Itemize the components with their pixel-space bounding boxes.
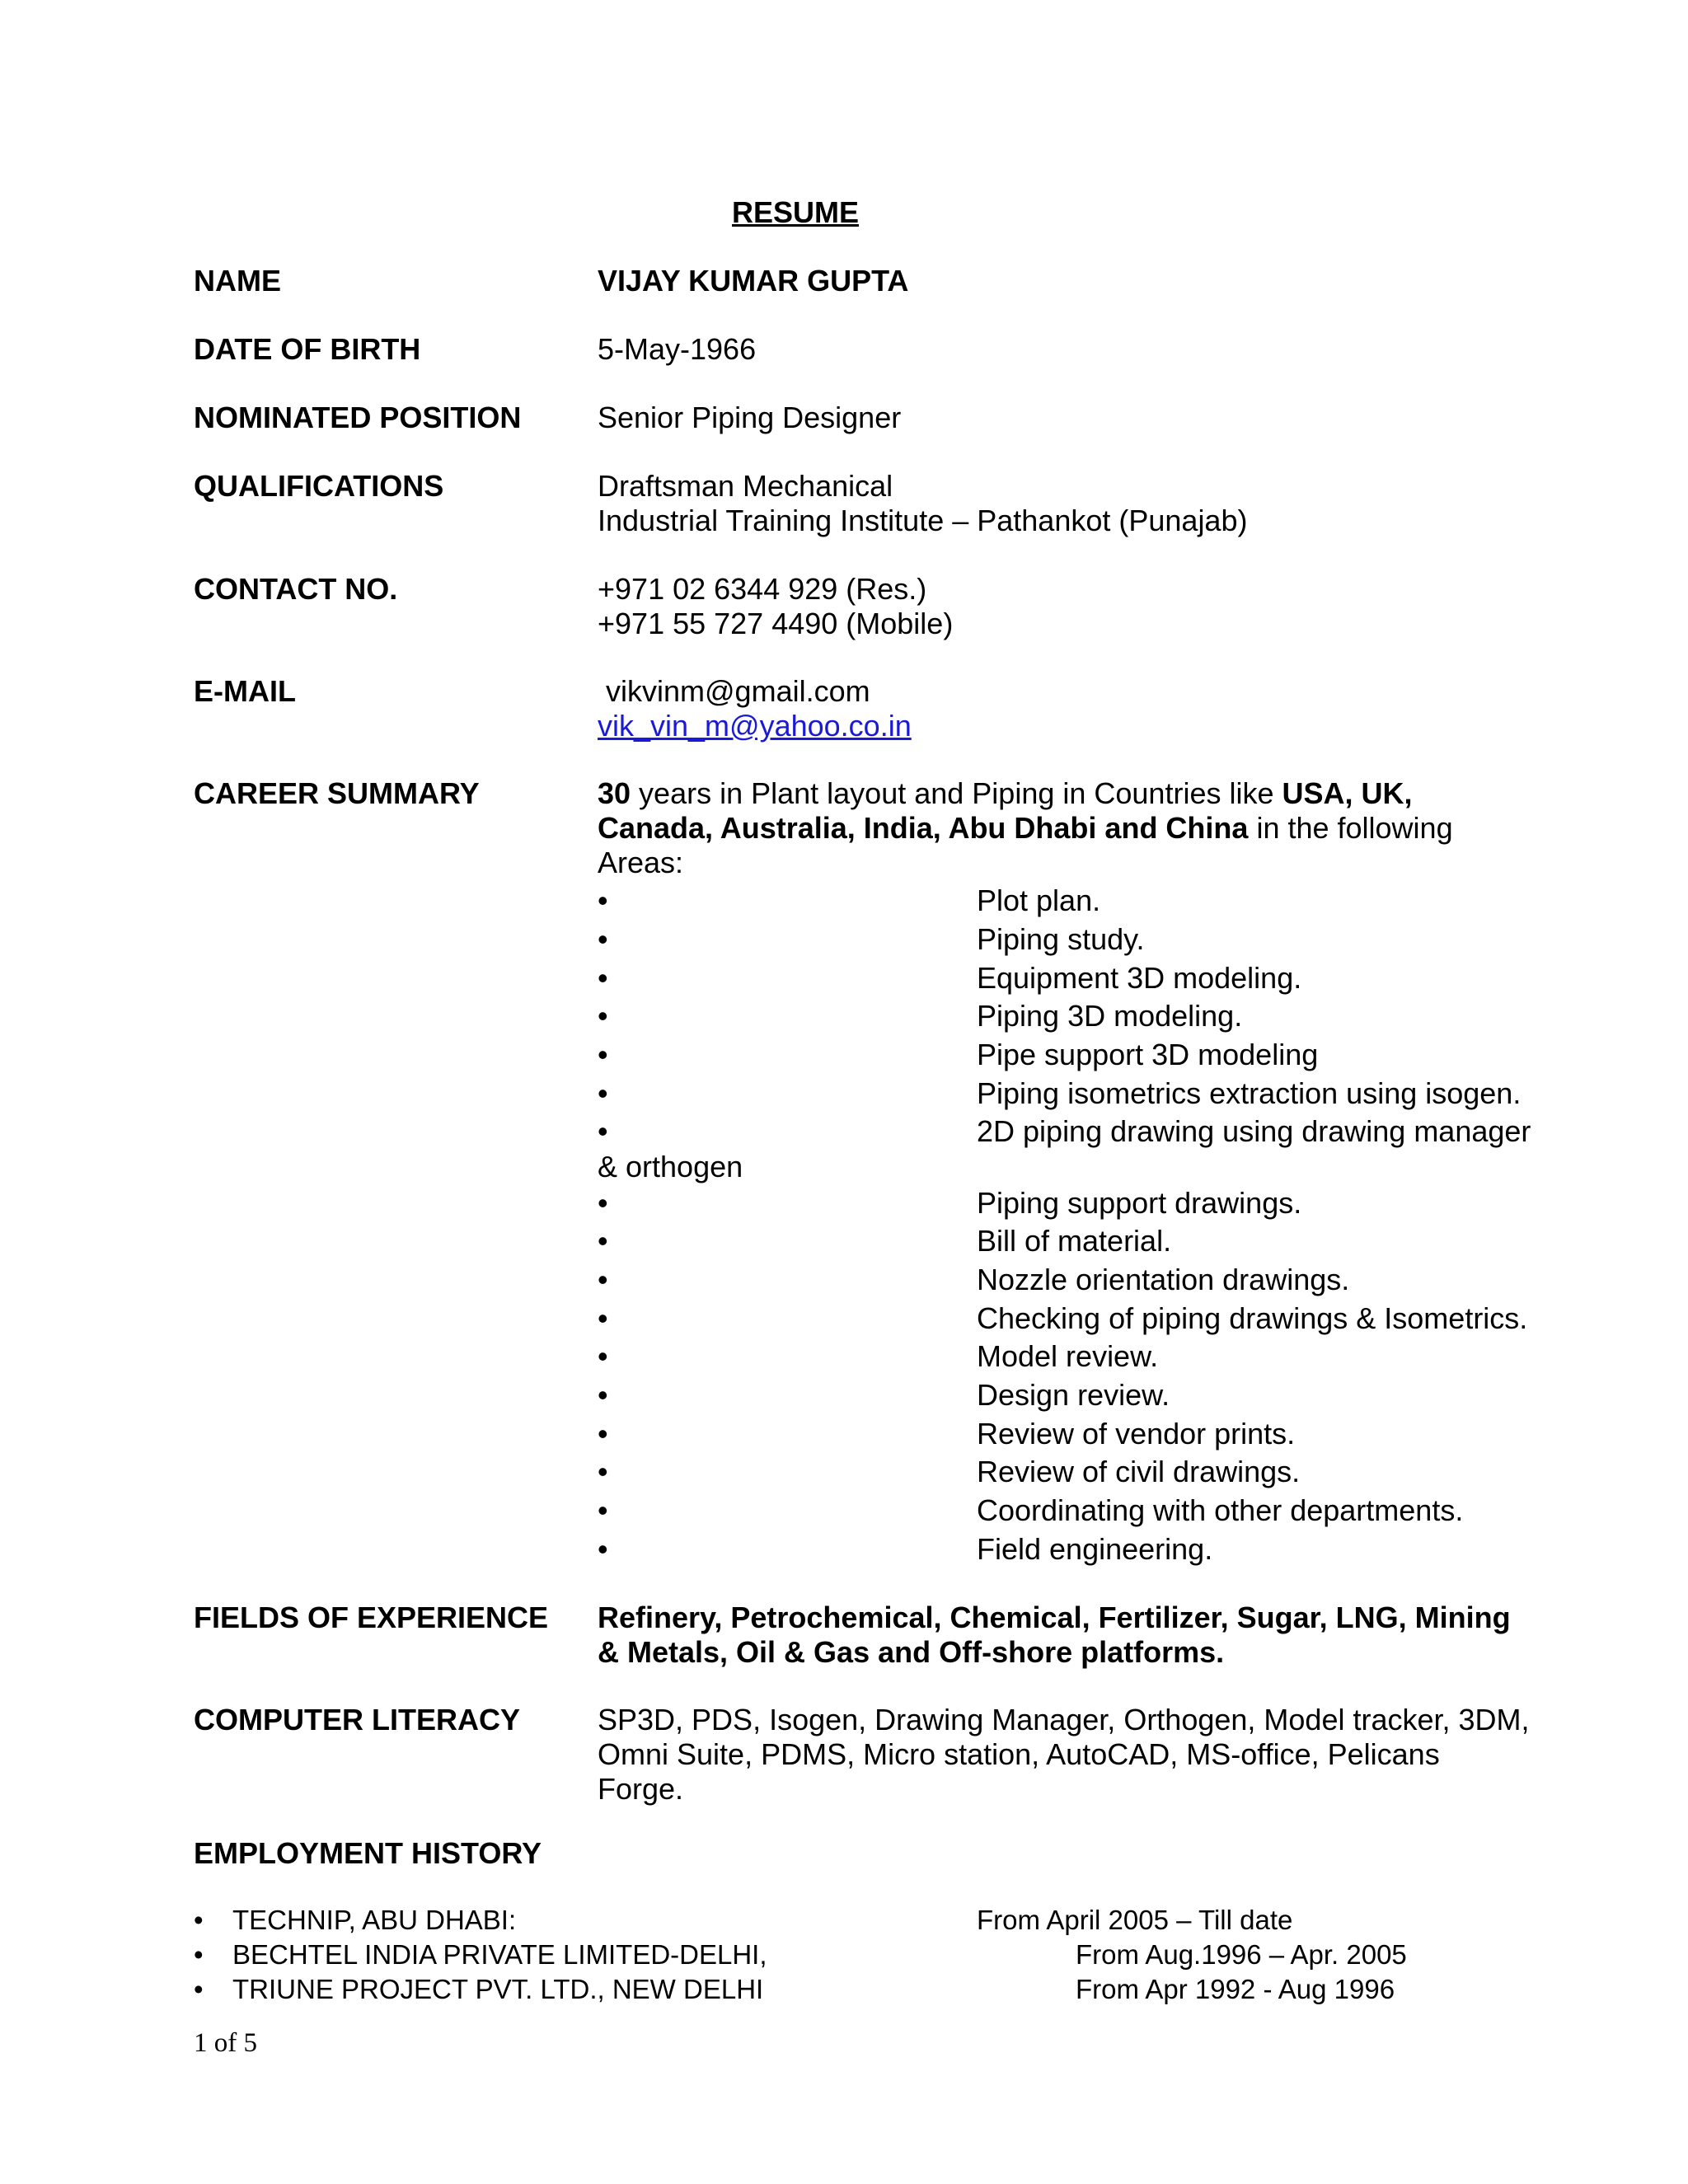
bullet-icon: • xyxy=(598,1493,608,1527)
computer-literacy-line-1: SP3D, PDS, Isogen, Drawing Manager, Orthogen, Model tracker, 3DM, xyxy=(598,1703,1530,1736)
career-item: Design review. xyxy=(977,1378,1170,1412)
career-item: Nozzle orientation drawings. xyxy=(977,1263,1350,1296)
page-number: 1 of 5 xyxy=(194,2028,257,2058)
bullet-icon: • xyxy=(598,1455,608,1488)
bullet-icon: • xyxy=(598,1114,608,1148)
bullet-icon: • xyxy=(598,1378,608,1412)
career-item: Review of civil drawings. xyxy=(977,1455,1301,1488)
employment-company: TRIUNE PROJECT PVT. LTD., NEW DELHI xyxy=(232,1974,764,2004)
career-item: Checking of piping drawings & Isometrics. xyxy=(977,1301,1528,1335)
bullet-icon: • xyxy=(598,1532,608,1566)
bullet-icon: • xyxy=(598,922,608,956)
career-item: Piping support drawings. xyxy=(977,1186,1302,1220)
career-item: Piping isometrics extraction using isogen. xyxy=(977,1076,1522,1110)
email-label: E-MAIL xyxy=(194,674,296,708)
career-summary-line-3: Areas: xyxy=(598,846,684,879)
employment-period: From April 2005 – Till date xyxy=(977,1905,1293,1935)
career-item: Model review. xyxy=(977,1339,1159,1373)
bullet-icon: • xyxy=(598,1301,608,1335)
email-primary: vikvinm@gmail.com xyxy=(598,674,870,708)
career-item: 2D piping drawing using drawing manager xyxy=(977,1114,1531,1148)
career-item: Bill of material. xyxy=(977,1224,1172,1258)
bullet-icon: • xyxy=(598,1076,608,1110)
career-item: Equipment 3D modeling. xyxy=(977,961,1302,995)
computer-literacy-line-3: Forge. xyxy=(598,1772,684,1806)
computer-literacy-line-2: Omni Suite, PDMS, Micro station, AutoCAD, MS-office, Pelicans xyxy=(598,1737,1440,1771)
contact-phone-res: +971 02 6344 929 (Res.) xyxy=(598,572,927,606)
career-summary-line-1 xyxy=(598,776,1413,811)
dob-value: 5-May-1966 xyxy=(598,332,757,366)
career-item: Pipe support 3D modeling xyxy=(977,1038,1319,1071)
fields-of-experience-label: FIELDS OF EXPERIENCE xyxy=(194,1601,549,1634)
bullet-icon: • xyxy=(598,1339,608,1373)
qualifications-line-1: Draftsman Mechanical xyxy=(598,469,893,503)
career-item: Piping study. xyxy=(977,922,1145,956)
career-item-continuation: & orthogen xyxy=(598,1150,743,1183)
career-item: Field engineering. xyxy=(977,1532,1213,1566)
employment-period: From Apr 1992 - Aug 1996 xyxy=(1076,1974,1395,2004)
bullet-icon: • xyxy=(598,1224,608,1258)
career-item: Coordinating with other departments. xyxy=(977,1493,1464,1527)
career-item: Plot plan. xyxy=(977,883,1101,917)
contact-label: CONTACT NO. xyxy=(194,572,398,606)
career-text-a: years in Plant layout and Piping in Countries like xyxy=(631,776,1282,810)
bullet-icon: • xyxy=(598,1038,608,1071)
name-label: NAME xyxy=(194,264,281,298)
career-summary-label: CAREER SUMMARY xyxy=(194,776,480,810)
bullet-icon: • xyxy=(194,1939,204,1970)
career-text-b: in the following xyxy=(1248,811,1453,845)
employment-company: BECHTEL INDIA PRIVATE LIMITED-DELHI, xyxy=(232,1939,767,1970)
employment-period: From Aug.1996 – Apr. 2005 xyxy=(1076,1939,1407,1970)
page-title: RESUME xyxy=(732,195,860,229)
bullet-icon: • xyxy=(194,1974,204,2004)
career-item: Review of vendor prints. xyxy=(977,1417,1296,1451)
qualifications-line-2: Industrial Training Institute – Pathankot (Punajab) xyxy=(598,504,1248,537)
name-value: VIJAY KUMAR GUPTA xyxy=(598,264,909,298)
career-summary-line-2 xyxy=(598,811,1453,846)
bullet-icon: • xyxy=(598,1263,608,1296)
career-countries-b: Canada, Australia, India, Abu Dhabi and China xyxy=(598,811,1249,845)
bullet-icon: • xyxy=(598,883,608,917)
fields-of-experience-line-1: Refinery, Petrochemical, Chemical, Fertilizer, Sugar, LNG, Mining xyxy=(598,1601,1511,1634)
employment-company: TECHNIP, ABU DHABI: xyxy=(232,1905,517,1935)
qualifications-label: QUALIFICATIONS xyxy=(194,469,444,503)
position-label: NOMINATED POSITION xyxy=(194,401,522,434)
employment-history-label: EMPLOYMENT HISTORY xyxy=(194,1836,542,1870)
fields-of-experience-line-2: & Metals, Oil & Gas and Off-shore platforms. xyxy=(598,1635,1225,1669)
contact-phone-mobile: +971 55 727 4490 (Mobile) xyxy=(598,607,954,640)
bullet-icon: • xyxy=(598,1417,608,1451)
dob-label: DATE OF BIRTH xyxy=(194,332,421,366)
position-value: Senior Piping Designer xyxy=(598,401,902,434)
career-years: 30 xyxy=(598,776,631,810)
bullet-icon: • xyxy=(598,961,608,995)
career-countries-a: USA, UK, xyxy=(1282,776,1413,810)
computer-literacy-label: COMPUTER LITERACY xyxy=(194,1703,520,1736)
career-item: Piping 3D modeling. xyxy=(977,999,1243,1033)
bullet-icon: • xyxy=(598,999,608,1033)
bullet-icon: • xyxy=(194,1905,204,1935)
email-link[interactable]: vik_vin_m@yahoo.co.in xyxy=(598,709,912,743)
bullet-icon: • xyxy=(598,1186,608,1220)
